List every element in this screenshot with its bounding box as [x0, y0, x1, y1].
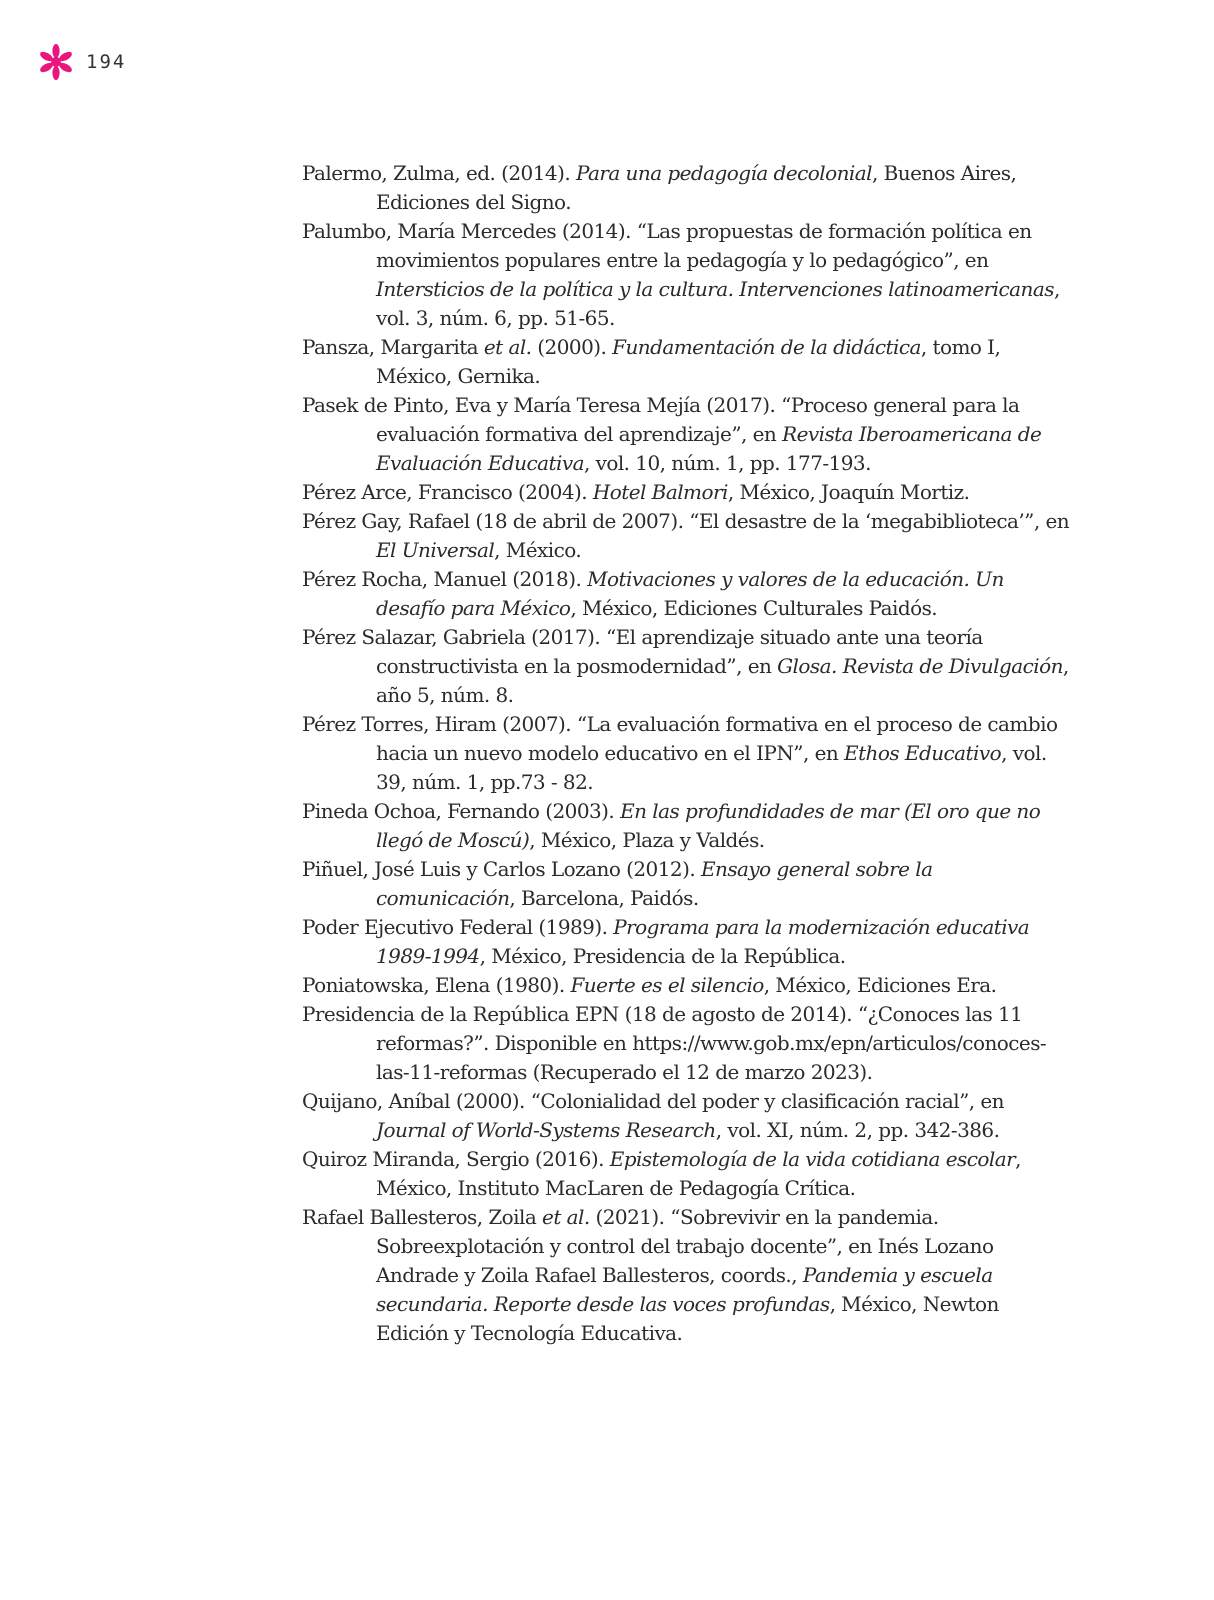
reference-text: , México, Instituto MacLaren de Pedagogía Crítica.	[376, 1147, 1021, 1200]
reference-text: , Barcelona, Paidós.	[509, 886, 699, 910]
reference-title: Journal of World-Systems Research	[376, 1118, 716, 1142]
reference-text: , México.	[494, 538, 582, 562]
reference-acronym: IPN	[756, 741, 794, 765]
reference-entry	[302, 855, 1072, 913]
reference-text: Piñuel, José Luis y Carlos Lozano (2012).	[302, 857, 701, 881]
reference-entry	[302, 159, 1072, 217]
reference-title: Intersticios de la política y la cultura. Intervenciones latinoamericanas	[376, 277, 1054, 301]
reference-text: , México, Plaza y Valdés.	[529, 828, 765, 852]
reference-title: El Universal	[376, 538, 495, 562]
reference-text: , México, Newton Edición y Tecnología Educativa.	[376, 1292, 999, 1345]
reference-title: Revista Iberoamericana de Evaluación Educativa	[376, 422, 1042, 475]
reference-text: Pérez Torres, Hiram (2007). “La evaluación formativa en el proceso de cambio hacia un nuevo modelo educativo en el	[302, 712, 1058, 765]
reference-entry	[302, 1145, 1072, 1203]
reference-acronym: EPN	[574, 1002, 619, 1026]
reference-text: , año 5, núm. 8.	[376, 654, 1069, 707]
reference-entry	[302, 623, 1072, 710]
reference-text: ”, en	[793, 741, 845, 765]
reference-text: , México, Ediciones Culturales Paidós.	[570, 596, 938, 620]
reference-etal: et al.	[483, 335, 532, 359]
reference-text: Pérez Rocha, Manuel (2018).	[302, 567, 588, 591]
reference-text: , vol. 10, núm. 1, pp. 177-193.	[583, 451, 871, 475]
reference-title: Para una pedagogía decolonial	[575, 161, 872, 185]
reference-text: , México, Joaquín Mortiz.	[727, 480, 970, 504]
reference-text: Pansza, Margarita	[302, 335, 484, 359]
reference-title: Epistemología de la vida cotidiana escolar	[609, 1147, 1016, 1171]
reference-text: Pérez Salazar, Gabriela (2017). “El aprendizaje situado ante una teoría constructivista en la posmodernidad”, en	[302, 625, 983, 678]
reference-text: (2000).	[531, 335, 613, 359]
reference-entry	[302, 1087, 1072, 1145]
reference-text: , vol. XI, núm. 2, pp. 342-386.	[715, 1118, 1000, 1142]
reference-text: , vol. 3, núm. 6, pp. 51-65.	[376, 277, 1060, 330]
reference-entry	[302, 391, 1072, 478]
reference-entry	[302, 507, 1072, 565]
reference-text: Pérez Arce, Francisco (2004).	[302, 480, 593, 504]
reference-title: Hotel Balmori	[592, 480, 728, 504]
reference-text: Poder Ejecutivo Federal (1989).	[302, 915, 614, 939]
reference-text: Palumbo, María Mercedes (2014). “Las propuestas de formación política en movimientos populares entre la pedagogía y lo pedagógico”, en	[302, 219, 1032, 272]
reference-text: , Buenos Aires, Ediciones del Signo.	[376, 161, 1017, 214]
reference-text: Rafael Ballesteros, Zoila	[302, 1205, 543, 1229]
reference-text: Pasek de Pinto, Eva y María Teresa Mejía (2017). “Proceso general para la evaluación formativa del aprendizaje”, en	[302, 393, 1020, 446]
reference-entry	[302, 797, 1072, 855]
reference-title: En las profundidades de mar (El oro que no llegó de Moscú)	[376, 799, 1041, 852]
reference-entry	[302, 478, 1072, 507]
reference-title: Ethos Educativo	[844, 741, 1002, 765]
reference-entry	[302, 971, 1072, 1000]
reference-list	[302, 159, 1072, 1348]
page-header	[38, 44, 126, 80]
reference-text: (18 de agosto de 2014). “¿Conoces las 11 reformas?”. Disponible en https://www.gob.mx/epn/articulos/conoces-las-11-reformas (Recuperado el 12 de marzo 2023).	[376, 1002, 1047, 1084]
reference-text: Quiroz Miranda, Sergio (2016).	[302, 1147, 610, 1171]
reference-text: Pérez Gay, Rafael (18 de abril de 2007). “El desastre de la ‘megabiblioteca’”, en	[302, 509, 1070, 533]
reference-title: Glosa. Revista de Divulgación	[777, 654, 1063, 678]
reference-text: Poniatowska, Elena (1980).	[302, 973, 571, 997]
reference-title: Pandemia y escuela secundaria. Reporte desde las voces profundas	[376, 1263, 993, 1316]
reference-text: (2021). “Sobrevivir en la pandemia. Sobreexplotación y control del trabajo docente”, en Inés Lozano Andrade y Zoila Rafael Ballesteros, coords.,	[376, 1205, 994, 1287]
reference-title: Fuerte es el silencio	[570, 973, 764, 997]
reference-entry	[302, 333, 1072, 391]
reference-entry	[302, 710, 1072, 797]
reference-entry	[302, 217, 1072, 333]
reference-entry	[302, 1000, 1072, 1087]
reference-text: , México, Ediciones Era.	[763, 973, 997, 997]
reference-text: , México, Presidencia de la República.	[479, 944, 846, 968]
reference-title: Ensayo general sobre la comunicación	[376, 857, 933, 910]
reference-etal: et al.	[542, 1205, 590, 1229]
page-number: 194	[86, 51, 127, 73]
reference-text: Pineda Ochoa, Fernando (2003).	[302, 799, 621, 823]
reference-title: Motivaciones y valores de la educación. Un desafío para México	[376, 567, 1004, 620]
reference-title: Programa para la modernización educativa 1989-1994	[376, 915, 1030, 968]
reference-entry	[302, 565, 1072, 623]
reference-entry	[302, 913, 1072, 971]
reference-title: Fundamentación de la didáctica	[612, 335, 921, 359]
reference-entry	[302, 1203, 1072, 1348]
reference-text: Quijano, Aníbal (2000). “Colonialidad del poder y clasificación racial”, en	[302, 1089, 1004, 1113]
reference-text: , vol. 39, núm. 1, pp.73 - 82.	[376, 741, 1047, 794]
reference-text: Palermo, Zulma, ed. (2014).	[302, 161, 576, 185]
reference-text: Presidencia de la República	[302, 1002, 575, 1026]
asterisk-icon	[38, 44, 74, 80]
reference-text: , tomo I, México, Gernika.	[376, 335, 1001, 388]
